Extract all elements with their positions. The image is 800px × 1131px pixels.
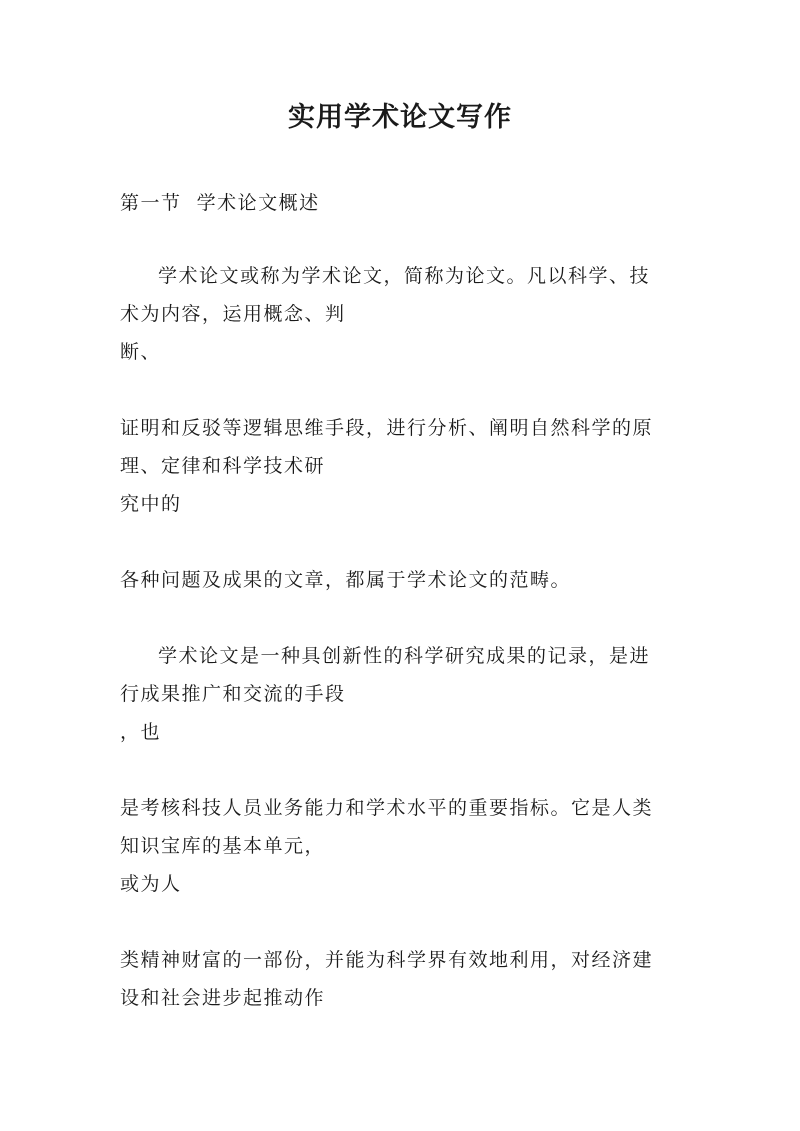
- paragraph-3: [120, 561, 700, 599]
- paragraph-line: 学术论文是一种具创新性的科学研究成果的记录，是进: [158, 645, 651, 667]
- paragraph-line: 理、定律和科学技术研: [120, 455, 326, 477]
- paragraph-line: 证明和反驳等逻辑思维手段，进行分析、阐明自然科学的原: [120, 417, 654, 439]
- paragraph-line: 设和社会进步起推动作: [120, 987, 326, 1009]
- paragraph-5: [120, 789, 700, 903]
- document-title: 实用学术论文写作: [288, 102, 512, 133]
- paragraph-line: 究中的: [120, 493, 182, 515]
- paragraph-line: 术为内容，运用概念、判: [120, 303, 346, 325]
- paragraph-line: 行成果推广和交流的手段: [120, 683, 346, 705]
- section-heading-block: [120, 184, 700, 222]
- paragraph-line: 断、: [120, 341, 162, 363]
- paragraph-line: 或为人: [120, 873, 182, 895]
- paragraph-line: 各种问题及成果的文章，都属于学术论文的范畴。: [120, 569, 572, 591]
- paragraph-6: [120, 941, 700, 1017]
- paragraph-2: [120, 409, 700, 523]
- paragraph-line: 学术论文或称为学术论文，简称为论文。凡以科学、技: [158, 265, 651, 287]
- paragraph-line: 类精神财富的一部份，并能为科学界有效地利用，对经济建: [120, 949, 654, 971]
- section-heading: 第一节 学术论文概述: [120, 192, 320, 214]
- paragraph-line: 知识宝库的基本单元，: [120, 835, 326, 857]
- paragraph-4: [120, 637, 700, 751]
- paragraph-1: [120, 257, 700, 371]
- paragraph-line: 是考核科技人员业务能力和学术水平的重要指标。它是人类: [120, 797, 654, 819]
- paragraph-line: ，也: [120, 721, 162, 743]
